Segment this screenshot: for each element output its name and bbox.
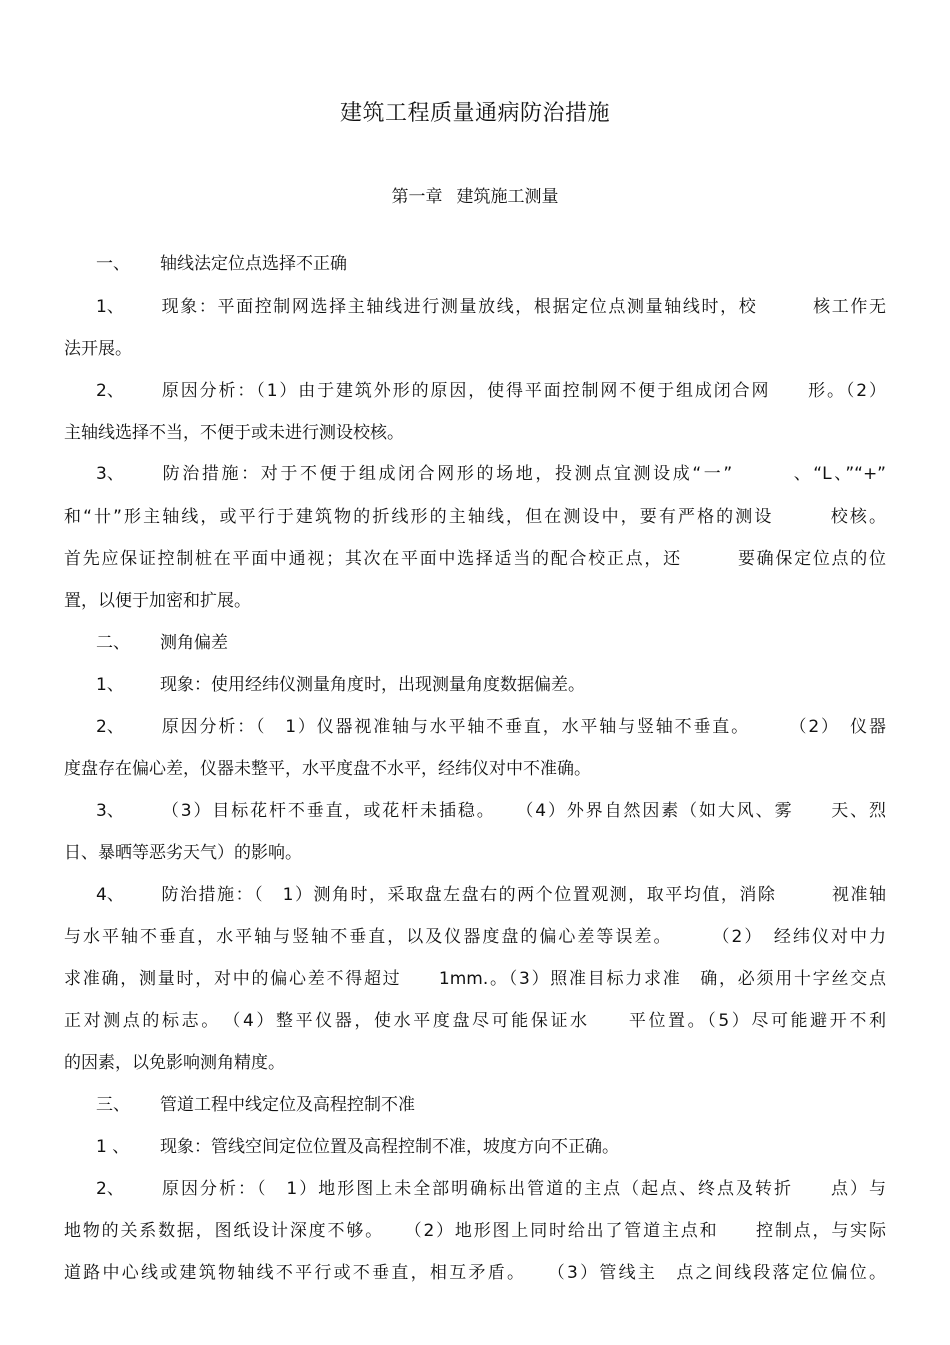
line-text: 度盘存在偏心差，仪器未整平，水平度盘不水平，经纬仪对中不准确。 — [64, 759, 591, 779]
line-text: 原因分析：（ 1）仪器视准轴与水平轴不垂直，水平轴与竖轴不垂直。 （2） 仪器 — [160, 717, 886, 737]
text-line — [64, 1259, 886, 1287]
chapter-heading — [0, 183, 950, 211]
text-line — [64, 1217, 886, 1245]
line-text: 原因分析：（ 1）地形图上未全部明确标出管道的主点（起点、终点及转折 点）与 — [160, 1179, 886, 1199]
text-line — [96, 1175, 886, 1203]
text-line — [64, 755, 886, 783]
text-line — [64, 965, 886, 993]
text-line — [96, 1091, 886, 1119]
line-text: 管道工程中线定位及高程控制不准 — [160, 1095, 415, 1115]
line-text: 主轴线选择不当，不便于或未进行测设校核。 — [64, 423, 404, 443]
text-line — [64, 419, 886, 447]
text-line — [64, 1007, 886, 1035]
item-number: 2、 — [96, 717, 124, 737]
item-number: 4、 — [96, 885, 124, 905]
line-text: 首先应保证控制桩在平面中通视；其次在平面中选择适当的配合校正点，还 要确保定位点的位 — [64, 549, 886, 569]
text-line — [96, 713, 886, 741]
text-line — [64, 503, 886, 531]
line-text: 和“卄”形主轴线，或平行于建筑物的折线形的主轴线，但在测设中，要有严格的测设 校核。 — [64, 507, 886, 527]
item-number: 一、 — [96, 254, 130, 274]
chapter-name: 建筑施工测量 — [456, 187, 559, 207]
line-text: 轴线法定位点选择不正确 — [160, 254, 347, 274]
item-number: 1、 — [96, 675, 124, 695]
item-number: 2、 — [96, 381, 124, 401]
item-number: 1 、 — [96, 1137, 130, 1157]
text-line — [96, 797, 886, 825]
text-line — [96, 881, 886, 909]
line-text: 道路中心线或建筑物轴线不平行或不垂直，相互矛盾。 （3）管线主 点之间线段落定位偏位。 — [64, 1263, 886, 1283]
document-title: 建筑工程质量通病防治措施 — [339, 101, 610, 126]
text-line — [64, 1049, 886, 1077]
line-text: （3）目标花杆不垂直，或花杆未插稳。 （4）外界自然因素（如大风、雾 天、烈 — [160, 801, 886, 821]
item-number: 三、 — [96, 1095, 130, 1115]
line-text: 正对测点的标志。 （4）整平仪器，使水平度盘尽可能保证水 平位置。（5）尽可能避开不利 — [64, 1011, 886, 1031]
item-number: 3、 — [96, 801, 124, 821]
line-text: 现象：使用经纬仪测量角度时，出现测量角度数据偏差。 — [160, 675, 585, 695]
line-text: 原因分析：（1）由于建筑外形的原因，使得平面控制网不便于组成闭合网 形。（2） — [160, 381, 886, 401]
line-text: 日、暴晒等恶劣天气）的影响。 — [64, 843, 302, 863]
line-text: 测角偏差 — [160, 633, 228, 653]
line-text: 地物的关系数据，图纸设计深度不够。 （2）地形图上同时给出了管道主点和 控制点，与实际 — [64, 1221, 886, 1241]
line-text: 置，以便于加密和扩展。 — [64, 591, 251, 611]
text-line — [96, 377, 886, 405]
item-number: 1、 — [96, 297, 124, 317]
text-line — [64, 545, 886, 573]
line-text: 求准确，测量时，对中的偏心差不得超过 1mm.。（3）照准目标力求准 确，必须用十字丝交点 — [64, 969, 886, 989]
text-line — [64, 923, 886, 951]
line-text: 现象：平面控制网选择主轴线进行测量放线，根据定位点测量轴线时，校 核工作无 — [160, 297, 886, 317]
line-text: 防治措施：对于不便于组成闭合网形的场地，投测点宜测设成“一” 、“L、”“+” — [160, 464, 886, 484]
text-line — [64, 839, 886, 867]
text-line — [64, 335, 886, 363]
text-line — [96, 671, 886, 699]
item-number: 2、 — [96, 1179, 124, 1199]
line-text: 现象：管线空间定位位置及高程控制不准，坡度方向不正确。 — [160, 1137, 619, 1157]
item-number: 二、 — [96, 633, 130, 653]
chapter-label: 第一章 — [391, 187, 443, 207]
text-line — [96, 250, 886, 278]
line-text: 法开展。 — [64, 339, 132, 359]
text-line — [96, 460, 886, 488]
text-line — [96, 1133, 886, 1161]
line-text: 与水平轴不垂直，水平轴与竖轴不垂直，以及仪器度盘的偏心差等误差。 （2） 经纬仪对中力 — [64, 927, 886, 947]
text-line — [96, 629, 886, 657]
item-number: 3、 — [96, 464, 124, 484]
line-text: 防治措施：（ 1）测角时，采取盘左盘右的两个位置观测，取平均值，消除 视准轴 — [160, 885, 886, 905]
line-text: 的因素，以免影响测角精度。 — [64, 1053, 285, 1073]
text-line — [96, 293, 886, 321]
text-line — [64, 587, 886, 615]
